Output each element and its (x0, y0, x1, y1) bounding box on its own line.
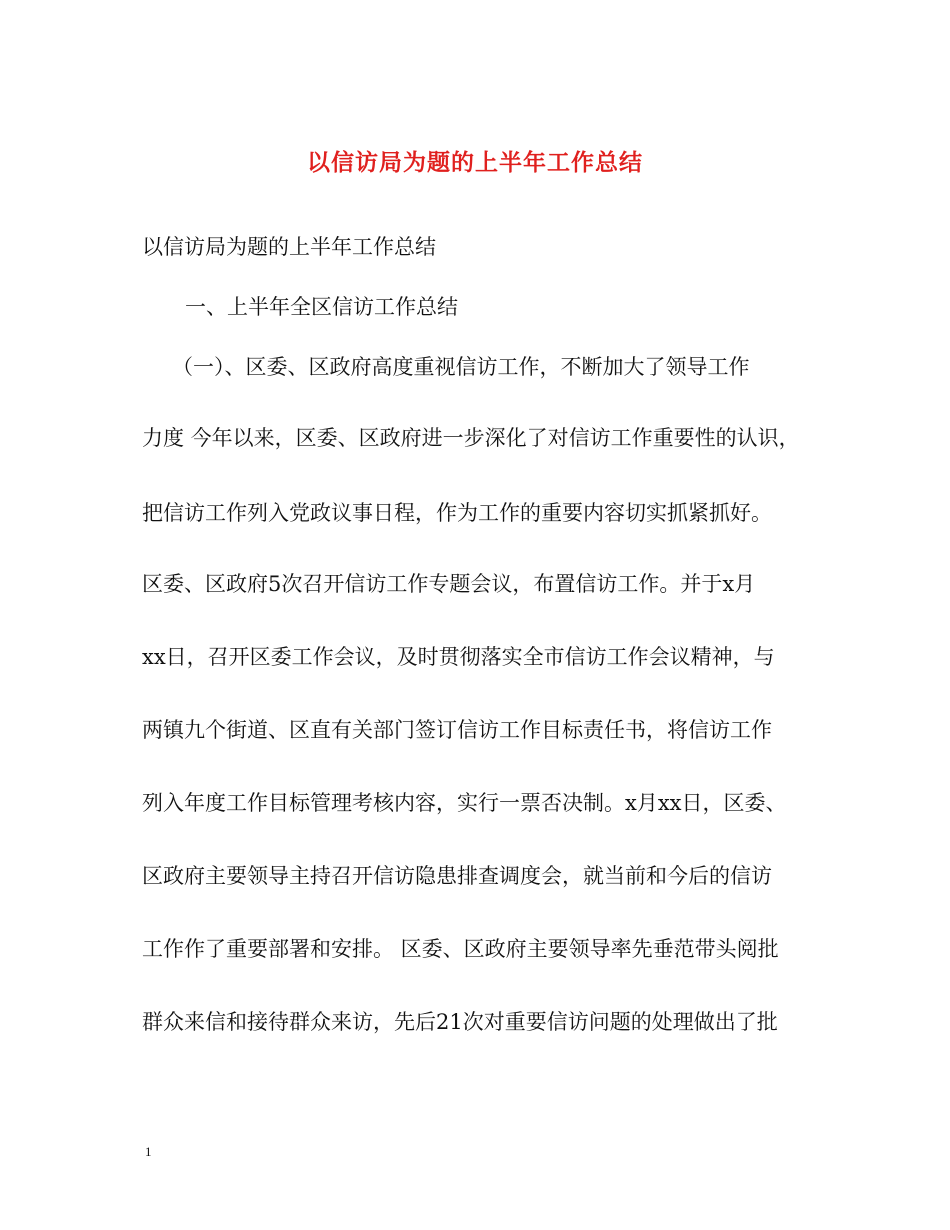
text-line-6: 区委、区政府5次召开信访工作专题会议，布置信访工作。并于x月 (142, 572, 756, 596)
document-title: 以信访局为题的上半年工作总结 (307, 149, 643, 176)
text-line-4: 力度 今年以来，区委、区政府进一步深化了对信访工作重要性的认识， (142, 426, 800, 450)
text-line-8: 两镇九个街道、区直有关部门签订信访工作目标责任书，将信访工作 (142, 718, 772, 742)
text-line-10: 区政府主要领导主持召开信访隐患排查调度会，就当前和今后的信访 (142, 864, 772, 888)
text-line-1: 以信访局为题的上半年工作总结 (142, 235, 436, 259)
page-number: 1 (145, 1144, 152, 1159)
text-line-3: （一）、区委、区政府高度重视信访工作，不断加大了领导工作 (172, 355, 750, 379)
text-line-9: 列入年度工作目标管理考核内容，实行一票否决制。x月xx日，区委、 (142, 791, 787, 815)
text-line-11: 工作作了重要部署和安排。 区委、区政府主要领导率先垂范带头阅批 (142, 937, 779, 961)
text-line-12: 群众来信和接待群众来访，先后21次对重要信访问题的处理做出了批 (142, 1010, 778, 1034)
text-line-5: 把信访工作列入党政议事日程，作为工作的重要内容切实抓紧抓好。 (142, 501, 772, 525)
text-line-7: xx日，召开区委工作会议，及时贯彻落实全市信访工作会议精神，与 (142, 645, 775, 669)
text-line-2: 一、上半年全区信访工作总结 (185, 295, 458, 319)
